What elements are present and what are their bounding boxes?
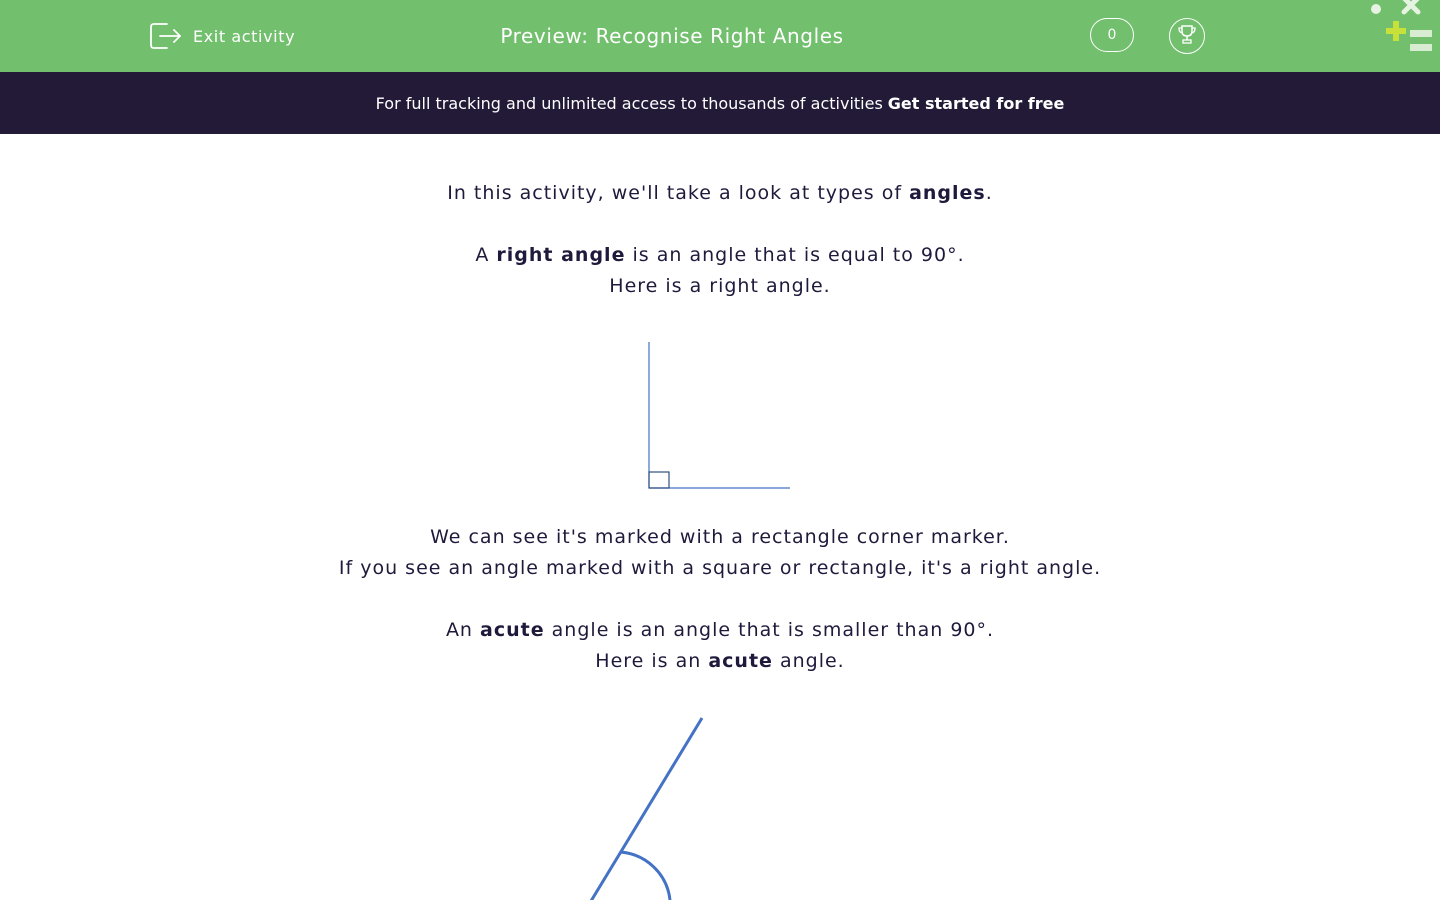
top-bar [0,0,1440,72]
acute-angle-caption: Here is an acute angle. [595,650,845,672]
right-angle-caption: Here is a right angle. [609,275,831,297]
promo-text: For full tracking and unlimited access to thousands of activities [375,93,883,113]
marker-explanation-1: We can see it's marked with a rectangle corner marker. [430,526,1010,548]
exit-activity-label: Exit activity [193,26,296,46]
page-title: Preview: Recognise Right Angles [500,24,844,48]
intro-text: In this activity, we'll take a look at types of angles. [447,182,993,204]
term-right-angle: right angle [496,244,626,266]
acute-angle-arc [620,852,670,900]
get-started-link[interactable]: Get started for free [887,93,1065,113]
right-angle-diagram [640,334,800,494]
promo-banner [0,72,1440,134]
acute-angle-diagram [560,714,860,900]
score-badge: 0 [1090,18,1134,52]
term-angles: angles [909,182,986,204]
marker-explanation-2: If you see an angle marked with a square or rectangle, it's a right angle. [338,557,1102,579]
trophy-button[interactable] [1169,18,1205,54]
right-angle-marker [649,472,669,488]
term-acute: acute [480,619,545,641]
right-angle-definition: A right angle is an angle that is equal to 90°. [475,244,965,266]
acute-angle-definition: An acute angle is an angle that is smaller than 90°. [445,619,995,641]
maths-symbols-logo [1366,0,1440,60]
trophy-icon [1176,23,1198,49]
activity-content [0,134,1440,900]
